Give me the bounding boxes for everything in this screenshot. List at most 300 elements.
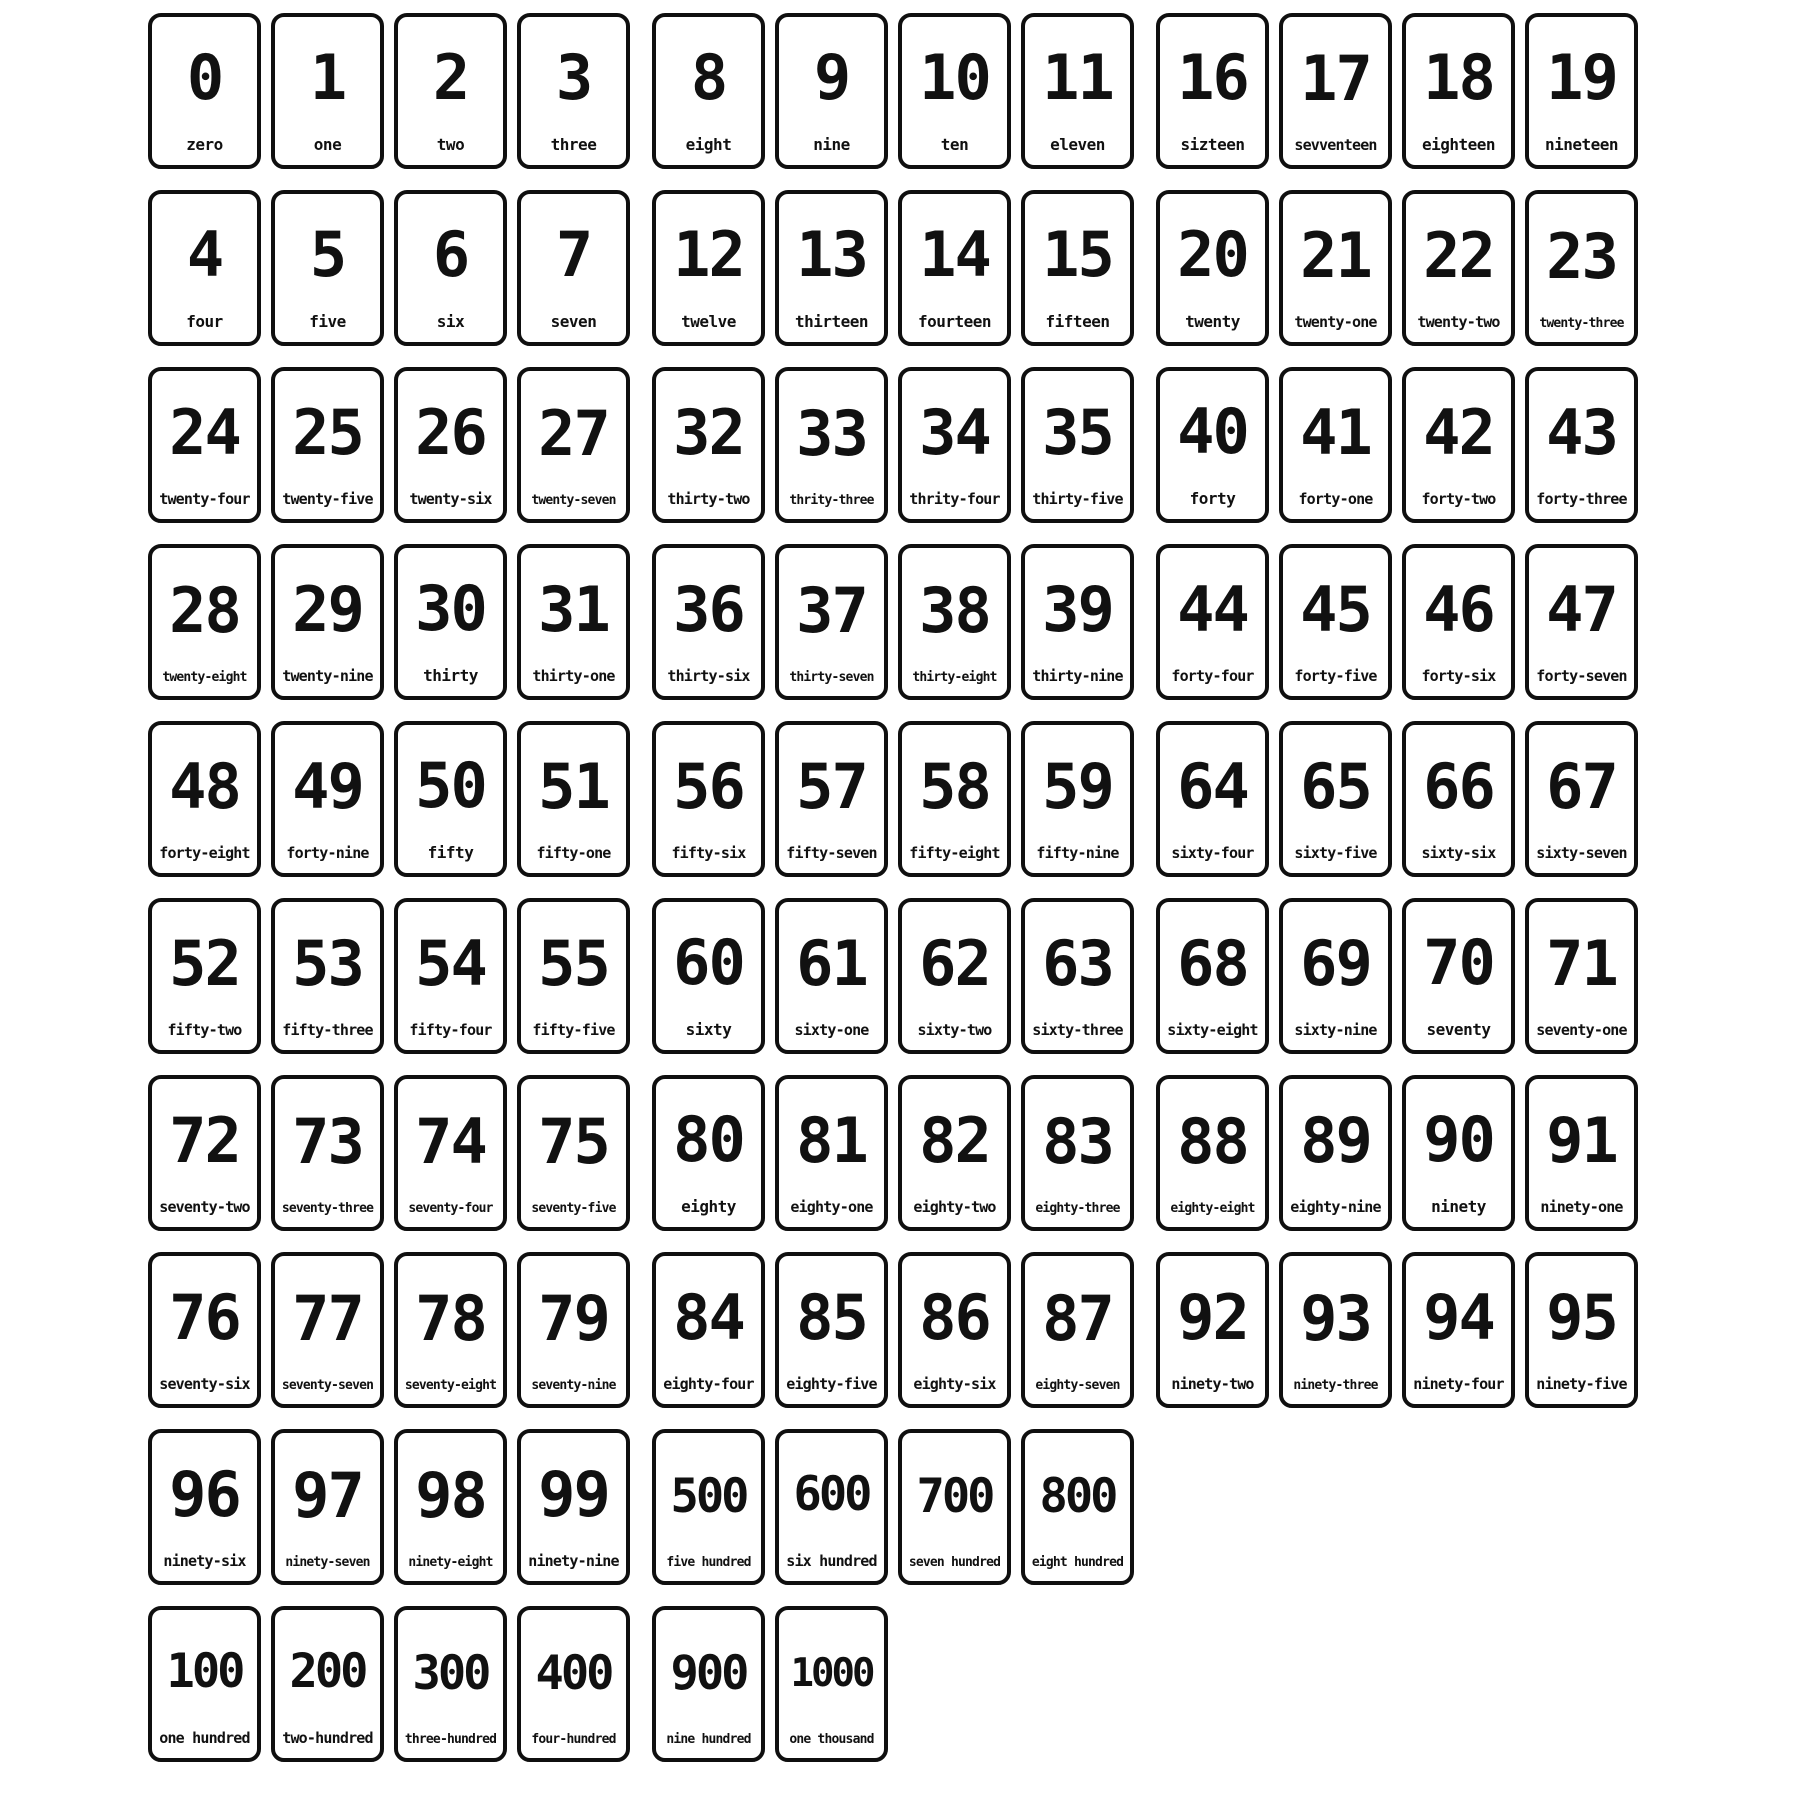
- card-word: ninety: [1431, 1197, 1486, 1216]
- card-word: two-hundred: [282, 1729, 373, 1747]
- card-word: eighty-seven: [1035, 1378, 1120, 1393]
- card-word: eighteen: [1421, 135, 1496, 154]
- flashcard: [1402, 367, 1515, 523]
- card-word: seventy-six: [159, 1375, 250, 1393]
- card-word: ninety-four: [1413, 1375, 1504, 1393]
- flashcard: [271, 544, 384, 700]
- card-number: 54: [415, 926, 486, 1000]
- flashcard: [1279, 1075, 1392, 1231]
- card-word: thirty-two: [667, 490, 750, 508]
- card-word: ninety-seven: [285, 1555, 370, 1570]
- card-group: [1156, 898, 1638, 1054]
- card-number: 75: [538, 1105, 609, 1178]
- flashcard: [652, 367, 765, 523]
- flashcard: [1525, 367, 1638, 523]
- card-number: 4: [186, 218, 223, 291]
- flashcard: [148, 190, 261, 346]
- flashcard: [148, 1606, 261, 1762]
- card-number: 81: [796, 1103, 867, 1177]
- card-number: 42: [1423, 395, 1494, 469]
- card-number: 1000: [790, 1650, 873, 1696]
- flashcard: [271, 1075, 384, 1231]
- flashcard: [1156, 544, 1269, 700]
- flashcard: [1021, 898, 1134, 1054]
- card-word: seventy-two: [159, 1198, 250, 1216]
- flashcard: [148, 367, 261, 523]
- card-number: 11: [1042, 41, 1113, 114]
- card-number: 76: [169, 1280, 240, 1354]
- card-number: 2: [432, 41, 469, 114]
- flashcard: [1156, 190, 1269, 346]
- card-number: 15: [1042, 218, 1113, 291]
- flashcard: [898, 721, 1011, 877]
- card-word: zero: [186, 135, 223, 154]
- flashcard: [775, 544, 888, 700]
- card-word: eight: [685, 135, 732, 154]
- card-group: [1156, 1252, 1638, 1408]
- card-group: [652, 898, 1134, 1054]
- card-number: 93: [1300, 1282, 1371, 1355]
- flashcard: [1156, 13, 1269, 169]
- card-word: three-hundred: [404, 1732, 497, 1747]
- card-number: 0: [186, 41, 223, 114]
- card-group: [1156, 721, 1638, 877]
- card-word: fifty-six: [671, 844, 746, 862]
- card-group: [1156, 13, 1638, 169]
- card-number: 56: [673, 749, 744, 823]
- card-number: 33: [796, 397, 867, 470]
- card-number: 62: [919, 926, 990, 1000]
- card-number: 700: [916, 1468, 993, 1524]
- card-group: [148, 13, 630, 169]
- card-word: ninety-eight: [408, 1555, 493, 1570]
- card-word: sixty-seven: [1536, 844, 1627, 862]
- flashcard: [394, 1429, 507, 1585]
- card-word: sixty-two: [917, 1021, 992, 1039]
- card-group: [148, 1075, 630, 1231]
- card-number: 600: [793, 1467, 870, 1522]
- card-group: [652, 1429, 1134, 1585]
- card-number: 77: [292, 1282, 363, 1355]
- card-group: [652, 1075, 1134, 1231]
- flashcard: [1525, 1075, 1638, 1231]
- card-group: [148, 1252, 630, 1408]
- card-word: eight hundred: [1031, 1555, 1124, 1570]
- card-number: 50: [415, 749, 486, 822]
- card-number: 87: [1042, 1282, 1113, 1355]
- card-number: 67: [1546, 749, 1617, 823]
- card-word: twenty-two: [1417, 313, 1500, 331]
- card-group: [652, 544, 1134, 700]
- flashcard: [652, 1075, 765, 1231]
- flashcard: [775, 367, 888, 523]
- card-number: 90: [1423, 1103, 1494, 1176]
- flashcard: [517, 1429, 630, 1585]
- card-number: 57: [796, 749, 867, 823]
- card-number: 37: [796, 574, 867, 647]
- flashcard: [517, 1606, 630, 1762]
- card-word: forty-six: [1421, 667, 1496, 685]
- card-word: twenty-six: [409, 490, 492, 508]
- flashcard: [1156, 1252, 1269, 1408]
- card-number: 14: [919, 218, 990, 291]
- card-number: 6: [432, 218, 469, 291]
- card-number: 28: [169, 574, 240, 647]
- flashcard: [1525, 898, 1638, 1054]
- card-number: 65: [1300, 749, 1371, 823]
- flashcard: [775, 721, 888, 877]
- card-row: [148, 190, 1638, 346]
- card-number: 32: [673, 395, 744, 469]
- card-row: [148, 13, 1638, 169]
- card-number: 19: [1546, 41, 1617, 114]
- card-word: twenty-eight: [162, 670, 247, 685]
- card-number: 39: [1042, 572, 1113, 646]
- card-word: ninety-six: [163, 1552, 246, 1570]
- flashcard: [271, 721, 384, 877]
- card-number: 10: [919, 41, 990, 114]
- flashcard: [394, 721, 507, 877]
- flashcard: [1402, 721, 1515, 877]
- card-word: twenty-one: [1294, 313, 1377, 331]
- flashcard: [271, 13, 384, 169]
- card-number: 45: [1300, 572, 1371, 646]
- card-word: seventy-nine: [531, 1378, 616, 1393]
- flashcard: [517, 898, 630, 1054]
- card-number: 20: [1177, 218, 1248, 291]
- card-number: 91: [1546, 1103, 1617, 1177]
- card-row: [148, 1075, 1638, 1231]
- flashcard: [1156, 1075, 1269, 1231]
- card-number: 78: [415, 1282, 486, 1355]
- card-word: thirteen: [794, 312, 869, 331]
- card-number: 85: [796, 1280, 867, 1354]
- card-number: 69: [1300, 926, 1371, 1000]
- card-word: fifty-seven: [786, 844, 877, 862]
- card-word: seventy-seven: [281, 1378, 374, 1393]
- card-group: [652, 13, 1134, 169]
- card-row: [148, 721, 1638, 877]
- card-group: [148, 190, 630, 346]
- card-number: 63: [1042, 926, 1113, 1000]
- flashcard: [1402, 1252, 1515, 1408]
- card-number: 34: [919, 395, 990, 469]
- flashcard: [1156, 721, 1269, 877]
- card-number: 400: [535, 1645, 612, 1701]
- card-word: eighty-five: [786, 1375, 877, 1393]
- flashcard: [517, 1252, 630, 1408]
- flashcard: [517, 13, 630, 169]
- flashcard: [271, 1606, 384, 1762]
- card-number: 47: [1546, 572, 1617, 646]
- card-number: 80: [673, 1103, 744, 1176]
- card-word: twenty-nine: [282, 667, 373, 685]
- flashcard: [148, 898, 261, 1054]
- flashcard: [652, 544, 765, 700]
- card-number: 27: [538, 397, 609, 470]
- card-word: ten: [940, 135, 969, 154]
- card-number: 9: [813, 41, 850, 114]
- card-word: fifty: [427, 843, 474, 862]
- flashcard: [1156, 367, 1269, 523]
- flashcard: [1402, 898, 1515, 1054]
- card-word: ninety-one: [1540, 1198, 1623, 1216]
- card-word: forty-two: [1421, 490, 1496, 508]
- card-number: 23: [1546, 220, 1617, 293]
- card-word: fourteen: [917, 312, 992, 331]
- card-word: six: [436, 312, 465, 331]
- card-group: [148, 1429, 630, 1585]
- card-number: 26: [415, 395, 486, 469]
- flashcard: [1402, 13, 1515, 169]
- card-group: [652, 190, 1134, 346]
- card-number: 96: [169, 1457, 240, 1531]
- card-number: 21: [1300, 218, 1371, 292]
- card-word: fifty-four: [409, 1021, 492, 1039]
- card-group: [652, 721, 1134, 877]
- card-group: [148, 367, 630, 523]
- card-word: eighty-eight: [1170, 1201, 1255, 1216]
- flashcard: [517, 367, 630, 523]
- card-word: thirty-eight: [912, 670, 997, 685]
- card-number: 5: [309, 218, 346, 291]
- card-group: [148, 1606, 630, 1762]
- card-row: [148, 1429, 1638, 1585]
- card-number: 18: [1423, 41, 1494, 114]
- flashcard: [1021, 1429, 1134, 1585]
- card-group: [1156, 190, 1638, 346]
- flashcard: [652, 1606, 765, 1762]
- card-word: ninety-three: [1293, 1378, 1378, 1393]
- card-word: sixty-nine: [1294, 1021, 1377, 1039]
- card-word: fifty-three: [282, 1021, 373, 1039]
- card-word: fifty-five: [532, 1021, 615, 1039]
- flashcard: [652, 1429, 765, 1585]
- card-group: [148, 721, 630, 877]
- flashcard: [652, 721, 765, 877]
- flashcard: [1279, 898, 1392, 1054]
- card-word: one: [313, 135, 342, 154]
- card-group: [148, 898, 630, 1054]
- card-number: 72: [169, 1103, 240, 1177]
- card-word: twenty-five: [282, 490, 373, 508]
- card-word: seventy-one: [1536, 1021, 1627, 1039]
- card-number: 64: [1177, 749, 1248, 823]
- card-number: 46: [1423, 572, 1494, 646]
- card-number: 13: [796, 218, 867, 291]
- card-word: thirty: [423, 666, 478, 685]
- card-word: four-hundred: [531, 1732, 616, 1747]
- card-word: eighty-four: [663, 1375, 754, 1393]
- flashcard: [1279, 13, 1392, 169]
- card-word: fifty-two: [167, 1021, 242, 1039]
- card-word: six hundred: [786, 1552, 877, 1570]
- card-word: sixty-five: [1294, 844, 1377, 862]
- flashcard: [394, 1075, 507, 1231]
- card-number: 97: [292, 1459, 363, 1532]
- card-word: seventy-three: [281, 1201, 374, 1216]
- card-number: 800: [1039, 1468, 1116, 1524]
- card-word: sizteen: [1180, 135, 1245, 154]
- card-number: 74: [415, 1105, 486, 1178]
- flashcard: [898, 190, 1011, 346]
- card-number: 41: [1300, 395, 1371, 469]
- card-group: [1156, 1075, 1638, 1231]
- flashcard-grid: [148, 13, 1638, 1762]
- card-word: thrity-three: [789, 493, 874, 508]
- card-word: one hundred: [159, 1729, 250, 1747]
- card-number: 58: [919, 749, 990, 823]
- flashcard: [1525, 544, 1638, 700]
- flashcard: [898, 544, 1011, 700]
- card-word: forty-seven: [1536, 667, 1627, 685]
- card-number: 22: [1423, 218, 1494, 292]
- flashcard: [1402, 190, 1515, 346]
- flashcard: [898, 1429, 1011, 1585]
- card-number: 89: [1300, 1103, 1371, 1177]
- card-number: 59: [1042, 749, 1113, 823]
- card-word: sixty-four: [1171, 844, 1254, 862]
- flashcard: [1402, 1075, 1515, 1231]
- flashcard: [1525, 13, 1638, 169]
- flashcard: [394, 544, 507, 700]
- card-number: 500: [670, 1468, 747, 1524]
- card-number: 83: [1042, 1105, 1113, 1178]
- flashcard: [271, 190, 384, 346]
- card-word: seven: [550, 312, 597, 331]
- card-word: thirty-five: [1032, 490, 1123, 508]
- card-number: 52: [169, 926, 240, 1000]
- card-word: seventy-four: [408, 1201, 493, 1216]
- card-word: nineteen: [1544, 135, 1619, 154]
- card-number: 86: [919, 1280, 990, 1354]
- card-word: eighty-six: [913, 1375, 996, 1393]
- card-word: forty-eight: [159, 844, 250, 862]
- card-number: 3: [555, 41, 592, 114]
- card-number: 35: [1042, 395, 1113, 469]
- card-number: 30: [415, 572, 486, 645]
- card-number: 29: [292, 572, 363, 646]
- flashcard: [898, 13, 1011, 169]
- card-word: seven hundred: [908, 1555, 1001, 1570]
- card-word: seventy-eight: [404, 1378, 497, 1393]
- card-word: ninety-two: [1171, 1375, 1254, 1393]
- flashcard: [1156, 898, 1269, 1054]
- card-number: 8: [690, 41, 727, 114]
- flashcard: [1279, 721, 1392, 877]
- card-word: forty-three: [1536, 490, 1627, 508]
- flashcard: [394, 190, 507, 346]
- card-group: [652, 1252, 1134, 1408]
- flashcard: [148, 1075, 261, 1231]
- flashcard: [1279, 544, 1392, 700]
- card-word: twelve: [681, 312, 736, 331]
- card-word: seventy: [1426, 1020, 1491, 1039]
- card-number: 84: [673, 1280, 744, 1354]
- flashcard: [1021, 367, 1134, 523]
- card-number: 49: [292, 749, 363, 823]
- flashcard: [775, 1606, 888, 1762]
- card-number: 24: [169, 395, 240, 469]
- card-word: fifty-eight: [909, 844, 1000, 862]
- card-number: 900: [670, 1645, 747, 1701]
- card-word: thirty-six: [667, 667, 750, 685]
- card-word: sixty-one: [794, 1021, 869, 1039]
- card-number: 92: [1177, 1280, 1248, 1354]
- flashcard: [1021, 544, 1134, 700]
- card-number: 68: [1177, 926, 1248, 1000]
- card-number: 200: [289, 1644, 366, 1699]
- card-word: eighty-two: [913, 1198, 996, 1216]
- card-word: eighty-nine: [1290, 1198, 1381, 1216]
- flashcard: [1525, 190, 1638, 346]
- flashcard: [1021, 1252, 1134, 1408]
- card-word: fifteen: [1045, 312, 1110, 331]
- card-group: [1156, 544, 1638, 700]
- card-word: eighty-one: [790, 1198, 873, 1216]
- card-word: forty-nine: [286, 844, 369, 862]
- card-number: 99: [538, 1457, 609, 1531]
- card-word: two: [436, 135, 465, 154]
- card-group: [148, 544, 630, 700]
- flashcard: [775, 1252, 888, 1408]
- card-number: 55: [538, 926, 609, 1000]
- card-number: 43: [1546, 395, 1617, 469]
- card-number: 51: [538, 749, 609, 823]
- card-word: sixty: [685, 1020, 732, 1039]
- card-number: 31: [538, 572, 609, 646]
- card-word: ninety-five: [1536, 1375, 1627, 1393]
- card-group: [652, 367, 1134, 523]
- card-word: ninety-nine: [528, 1552, 619, 1570]
- flashcard: [1525, 1252, 1638, 1408]
- flashcard: [394, 1252, 507, 1408]
- card-word: twenty-seven: [531, 493, 616, 508]
- card-word: five: [309, 312, 346, 331]
- flashcard: [898, 1075, 1011, 1231]
- card-word: forty-one: [1298, 490, 1373, 508]
- card-number: 44: [1177, 572, 1248, 646]
- card-row: [148, 1252, 1638, 1408]
- flashcard: [517, 190, 630, 346]
- card-number: 12: [673, 218, 744, 291]
- flashcard: [271, 898, 384, 1054]
- card-number: 60: [673, 926, 744, 999]
- flashcard: [271, 1252, 384, 1408]
- card-word: thirty-seven: [789, 670, 874, 685]
- flashcard: [394, 898, 507, 1054]
- card-word: eighty: [681, 1197, 736, 1216]
- card-word: twenty: [1185, 312, 1240, 331]
- card-word: fifty-one: [536, 844, 611, 862]
- card-word: twenty-three: [1539, 316, 1624, 331]
- card-word: nine hundred: [666, 1732, 751, 1747]
- card-word: sixty-three: [1032, 1021, 1123, 1039]
- card-number: 95: [1546, 1280, 1617, 1354]
- card-group: [652, 1606, 888, 1762]
- flashcard: [517, 544, 630, 700]
- card-word: twenty-four: [159, 490, 250, 508]
- flashcard: [652, 190, 765, 346]
- card-number: 100: [166, 1644, 243, 1699]
- flashcard: [775, 898, 888, 1054]
- flashcard: [898, 367, 1011, 523]
- card-number: 38: [919, 574, 990, 647]
- card-word: five hundred: [666, 1555, 751, 1570]
- card-number: 66: [1423, 749, 1494, 823]
- card-number: 25: [292, 395, 363, 469]
- flashcard: [1402, 544, 1515, 700]
